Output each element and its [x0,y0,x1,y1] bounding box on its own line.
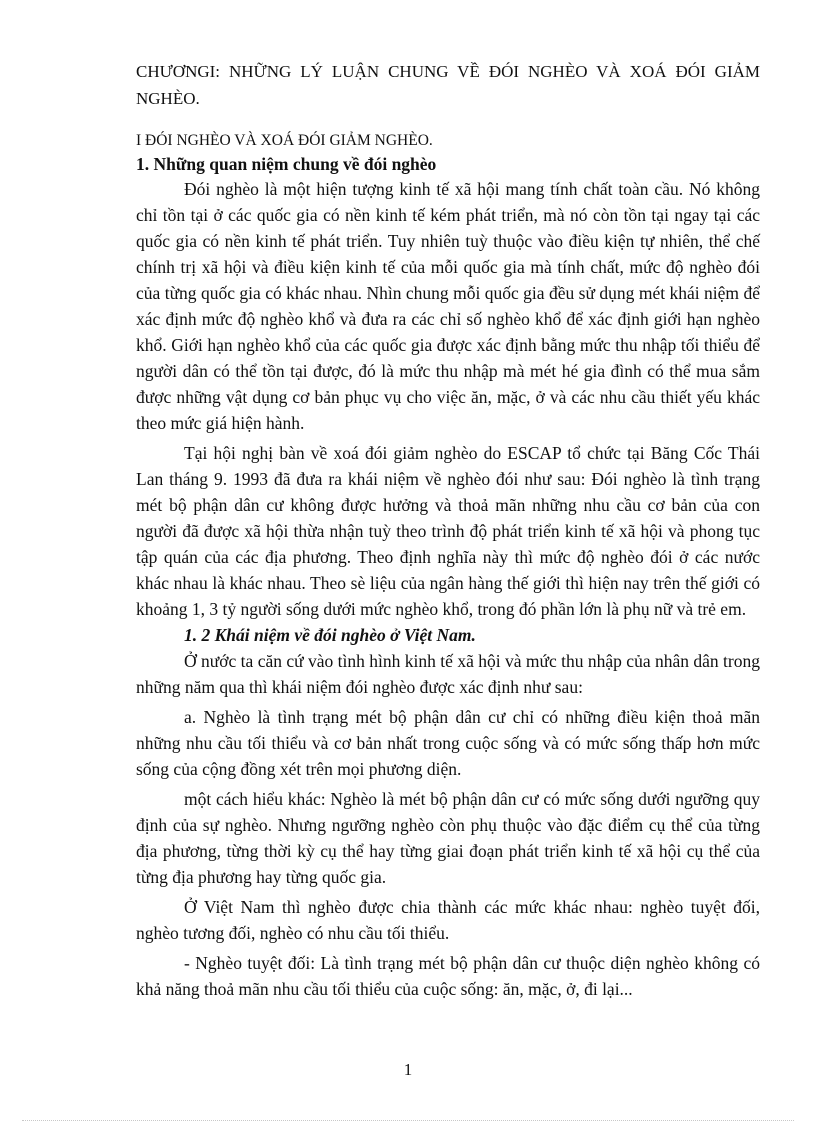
paragraph: Ở Việt Nam thì nghèo được chia thành các mức khác nhau: nghèo tuyệt đối, nghèo tương đối, nghèo có nhu cầu tối thiểu. [136,897,760,943]
page-number: 1 [403,1060,413,1079]
paragraph: Ở nước ta căn cứ vào tình hình kinh tế xã hội và mức thu nhập của nhân dân trong những năm qua thì khái niệm đói nghèo được xác định như sau: [136,651,760,697]
subsection-heading-1-2: 1. 2 Khái niệm về đói nghèo ở Việt Nam. [184,625,476,645]
paragraph: Đói nghèo là một hiện tượng kinh tế xã hội mang tính chất toàn cầu. Nó không chỉ tồn tại ở các quốc gia có nền kinh tế kém phát triển, mà nó còn tồn tại ngay tại các quốc gia có nền kinh tế phát triển. Tuy nhiên tuỳ thuộc vào điều kiện tự nhiên, thể chế chính trị xã hội và điều kiện kinh tế của mỗi quốc gia mà tính chất, mức độ nghèo đói của từng quốc gia có khác nhau. Nhìn chung mỗi quốc gia đều sử dụng mét khái niệm để xác định mức độ nghèo khổ và đưa ra các chỉ số nghèo khổ để xác định giới hạn nghèo khổ. Giới hạn nghèo khổ của các quốc gia được xác định bằng mức thu nhập tối thiểu để người dân có thể tồn tại được, đó là mức thu nhập mà mét hé gia đình có thể mua sắm được những vật dụng cơ bản phục vụ cho việc ăn, mặc, ở và các nhu cầu thiết yếu khác theo mức giá hiện hành. [136,179,760,433]
paragraph: Tại hội nghị bàn về xoá đói giảm nghèo do ESCAP tổ chức tại Băng Cốc Thái Lan tháng 9. 1993 đã đưa ra khái niệm về nghèo đói như sau: Đói nghèo là tình trạng mét bộ phận dân cư không được hưởng và thoả mãn những nhu cầu cơ bản của con người đã được xã hội thừa nhận tuỳ theo trình độ phát triển kinh tế xã hội và phong tục tập quán của các địa phương. Theo định nghĩa này thì mức độ nghèo đói ở các nước khác nhau là khác nhau. Theo sè liệu của ngân hàng thế giới thì hiện nay trên thế giới có khoảng 1, 3 tỷ người sống dưới mức nghèo khổ, trong đó phần lớn là phụ nữ và trẻ em. [136,443,760,619]
paragraph: a. Nghèo là tình trạng mét bộ phận dân cư chỉ có những điều kiện thoả mãn những nhu cầu tối thiểu và cơ bản nhất trong cuộc sống và có mức sống thấp hơn mức sống của cộng đồng xét trên mọi phương diện. [136,707,760,779]
paragraph: một cách hiểu khác: Nghèo là mét bộ phận dân cư có mức sống dưới ngưỡng quy định của sự nghèo. Nhưng ngưỡng nghèo còn phụ thuộc vào đặc điểm cụ thể của từng địa phương, từng thời kỳ cụ thể hay từng giai đoạn phát triển kinh tế xã hội cụ thể của từng địa phương hay từng quốc gia. [136,789,760,887]
chapter-title: CHƯƠNGI: NHỮNG LÝ LUẬN CHUNG VỀ ĐÓI NGHÈO VÀ XOÁ ĐÓI GIẢM NGHÈO. [136,62,760,108]
page-bottom-divider [22,1120,794,1121]
section-heading: I ĐÓI NGHÈO VÀ XOÁ ĐÓI GIẢM NGHÈO. [136,132,433,149]
paragraph: - Nghèo tuyệt đối: Là tình trạng mét bộ phận dân cư thuộc diện nghèo không có khả năng thoả mãn nhu cầu tối thiểu của cuộc sống: ăn, mặc, ở, đi lại... [136,953,760,999]
page-content [136,58,760,1002]
subsection-heading-1: 1. Những quan niệm chung về đói nghèo [136,154,437,174]
